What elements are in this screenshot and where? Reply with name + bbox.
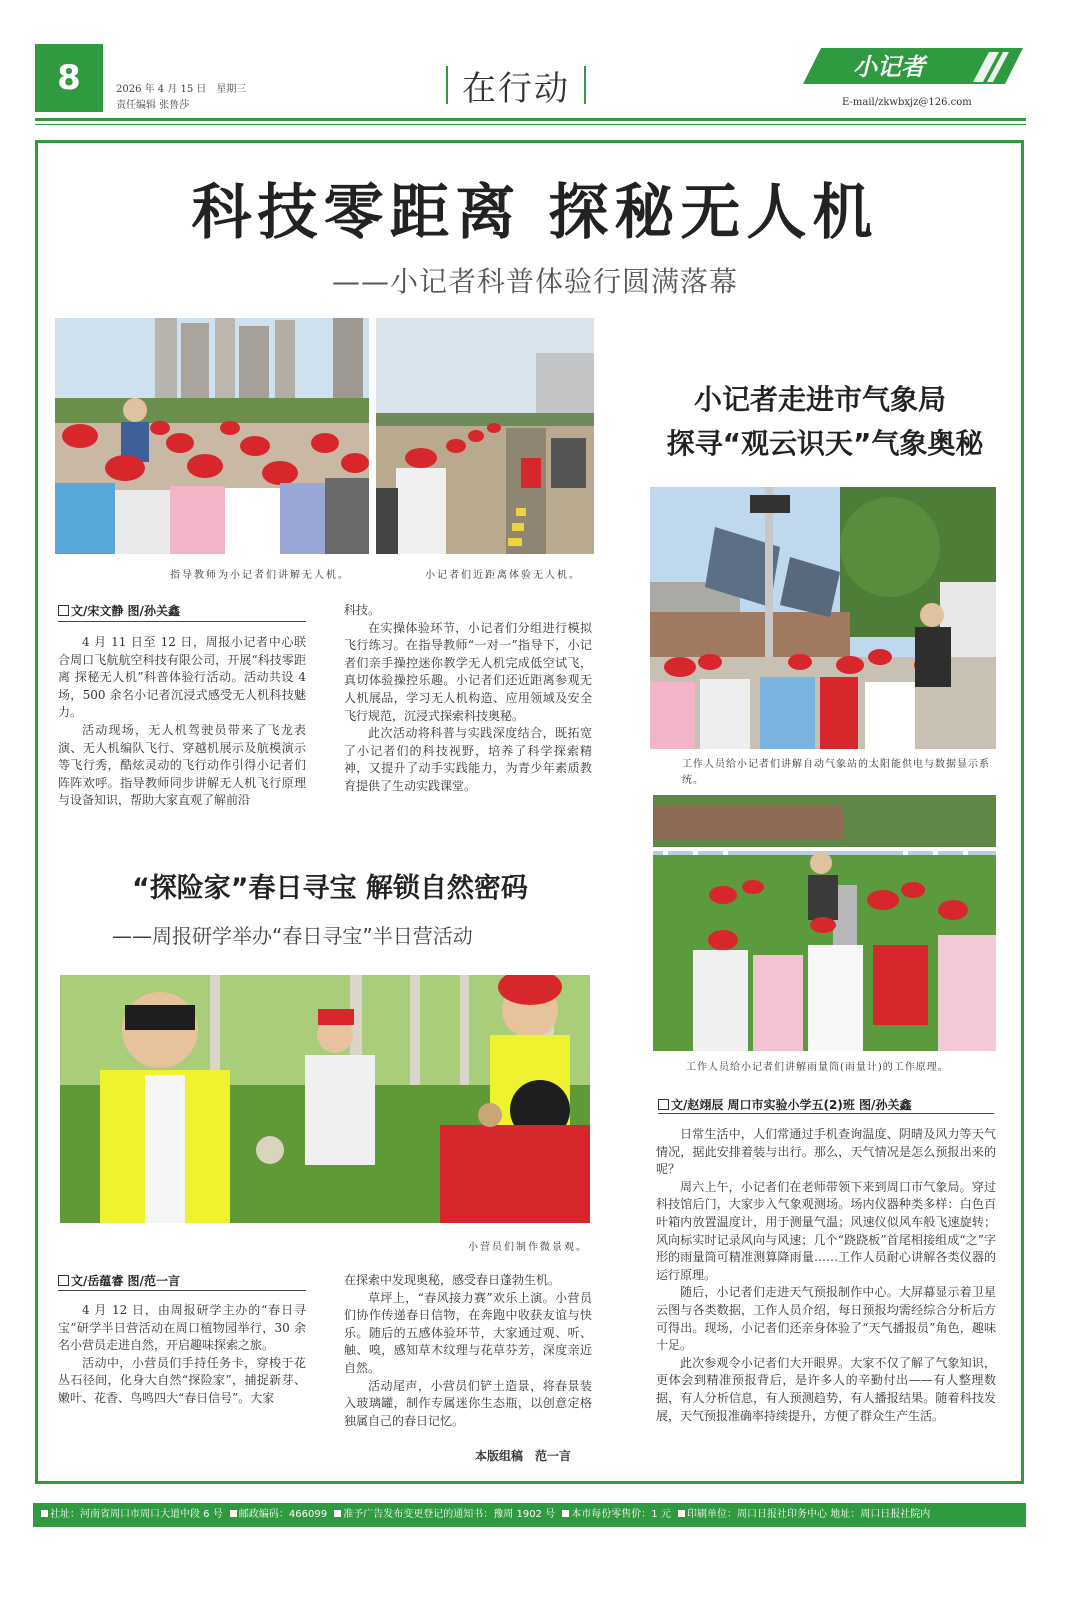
section-title: 在行动 [462,68,570,109]
paragraph: 活动现场，无人机驾驶员带来了飞龙表演、无人机编队飞行、穿越机展示及航模演示等飞行秀，酷炫灵动的飞行动作引得小记者们阵阵欢呼。指导教师同步讲解无人机飞行原理与设备知识，帮助大家直观了解前沿 [58,722,306,808]
paragraph: 此次活动将科普与实践深度结合，既拓宽了小记者们的科技视野，培养了科学探索精神，又提升了动手实践能力，为青少年素质教育提供了生动实践课堂。 [344,726,592,793]
footer-square-icon [334,1510,341,1517]
weather-headline-2: 探寻“观云识天”气象奥秘 [666,427,984,460]
section-header [446,63,586,107]
main-article-col1 [58,634,306,810]
camp-photo [60,975,590,1223]
byline-box-icon [58,605,69,616]
spring-subheadline: ——周报研学举办“春日寻宝”半日营活动 [112,924,473,948]
header-rule [35,118,1026,121]
issue-date: 2026 年 4 月 15 日 星期三 [116,84,247,95]
weather-headline-1: 小记者走进市气象局 [693,383,946,416]
paragraph: 活动中，小营员们手持任务卡，穿梭于花丛石径间，化身大自然“探险家”，捕捉新芽、嫩叶、花香、鸟鸣四大“春日信号”。大家 [58,1355,306,1405]
weather-byline [658,1096,911,1113]
camp-caption: 小营员们制作微景观。 [468,1242,588,1253]
paragraph: 在探索中发现奥秘，感受春日蓬勃生机。 [344,1273,561,1287]
paragraph: 活动尾声，小营员们铲土造景，将春景装入玻璃罐，制作专属迷你生态瓶，以创意定格独属自己的春日记忆。 [344,1378,592,1428]
paragraph: 4 月 11 日至 12 日，周报小记者中心联合周口飞航航空科技有限公司，开展“科技零距离 探秘无人机”科普体验行活动。活动共设 4 场，500 余名小记者沉浸式感受无人机科技魅力。 [58,635,306,720]
weather-caption-2: 工作人员给小记者们讲解雨量筒(雨量计)的工作原理。 [686,1062,949,1073]
byline-box-icon [658,1099,669,1110]
paragraph: 随后，小记者们走进天气预报制作中心。大屏幕显示着卫星云图与各类数据，工作人员介绍，每日预报均需经综合分析后方可得出。现场，小记者们还亲身体验了“天气播报员”角色，趣味十足。 [656,1285,996,1353]
header-rule-thin [35,124,1026,125]
weather-byline-text: 文/赵翊辰 周口市实验小学五(2)班 图/孙关鑫 [671,1098,912,1112]
footer-license: 准予广告发布变更登记的通知书：豫周 1902 号 [343,1509,556,1520]
main-article-col2 [344,602,592,796]
paragraph: 此次参观令小记者们大开眼界。大家不仅了解了气象知识，更体会到精准预报背后，是许多人的辛勤付出——有人整理数据，有人分析信息，有人预测趋势，有人播报结果。随着科技发展，天气预报准确率持续提升，方便了群众生产生活。 [656,1355,996,1423]
footer-square-icon [230,1510,237,1517]
paragraph: 科技。 [344,603,381,617]
paragraph: 草坪上，“春风接力赛”欢乐上演。小营员们协作传递春日信物，在奔跑中收获友谊与快乐。随后的五感体验环节，大家通过观、听、触、嗅，感知草木纹理与花草芬芳，深度亲近自然。 [344,1290,592,1375]
byline-rule [658,1113,994,1114]
spring-article-col1 [58,1302,306,1408]
photo-caption-experience: 小记者们近距离体验无人机。 [425,570,581,581]
page-number: 8 [35,44,103,112]
byline-rule [58,621,306,622]
paragraph: 在实操体验环节，小记者们分组进行模拟飞行练习。在指导教师“一对一”指导下，小记者们亲手操控迷你教学无人机完成低空试飞，真切体验操控乐趣。小记者们还近距离参观无人机展品，学习无人机构造、应用领域及安全飞行规范，沉浸式探索科技奥秘。 [344,620,592,723]
main-byline [58,602,180,619]
main-headline: 科技零距离 探秘无人机 [191,178,879,248]
footer-price: 本市每份零售价：1 元 [571,1509,671,1520]
section-bar-right [584,66,586,104]
brand-logo [803,46,1023,86]
footer-printer: 印刷单位：周口日报社印务中心 地址：周口日报社院内 [687,1509,931,1520]
weather-caption-1: 工作人员给小记者们讲解自动气象站的太阳能供电与数据显示系统。 [682,759,990,786]
paragraph: 4 月 12 日，由周报研学主办的“春日寻宝”研学半日营活动在周口植物园举行，30 余名小营员走进自然，开启趣味探索之旅。 [58,1303,306,1353]
page-credit: 本版组稿 范一言 [475,1449,572,1463]
spring-byline-text: 文/岳蕴睿 图/范一言 [71,1274,180,1288]
weather-station-photo [650,487,996,749]
footer-address: 社址：河南省周口市周口大道中段 6 号 [50,1509,223,1520]
paragraph: 日常生活中，人们常通过手机查询温度、阴晴及风力等天气情况，据此安排着装与出行。那么，天气情况是怎么预报出来的呢？ [656,1127,996,1177]
footer-bar [33,1503,1026,1527]
spring-byline [58,1272,180,1289]
editor-credit: 责任编辑 张鲁莎 [116,100,190,111]
footer-square-icon [41,1510,48,1517]
byline-rule [58,1290,306,1291]
drone-experience-photo [376,318,594,554]
photo-caption-lecture: 指导教师为小记者们讲解无人机。 [170,570,350,581]
spring-article-col2 [344,1272,592,1430]
footer-square-icon [678,1510,685,1517]
main-byline-text: 文/宋文静 图/孙关鑫 [71,604,180,618]
paragraph: 周六上午，小记者们在老师带领下来到周口市气象局。穿过科技馆后门，大家步入气象观测场。场内仪器种类多样：白色百叶箱内放置温度计，用于测量气温；风速仪似风车般飞速旋转；风向标实时记录风向与风速；几个“跷跷板”首尾相接组成“之”字形的雨量筒可精准测算降雨量……工作人员耐心讲解各类仪器的运行原理。 [656,1179,996,1282]
spring-headline: “探险家”春日寻宝 解锁自然密码 [132,873,528,904]
footer-square-icon [562,1510,569,1517]
footer-postcode: 邮政编码：466099 [238,1509,328,1520]
contact-email: E-mail/zkwbxjz@126.com [842,97,972,108]
drone-lecture-photo [55,318,369,554]
weather-article-body [656,1126,996,1425]
brand-text: 小记者 [853,53,925,81]
main-subheadline: ——小记者科普体验行圆满落幕 [331,265,738,298]
rain-gauge-photo [653,795,996,1051]
byline-box-icon [58,1275,69,1286]
